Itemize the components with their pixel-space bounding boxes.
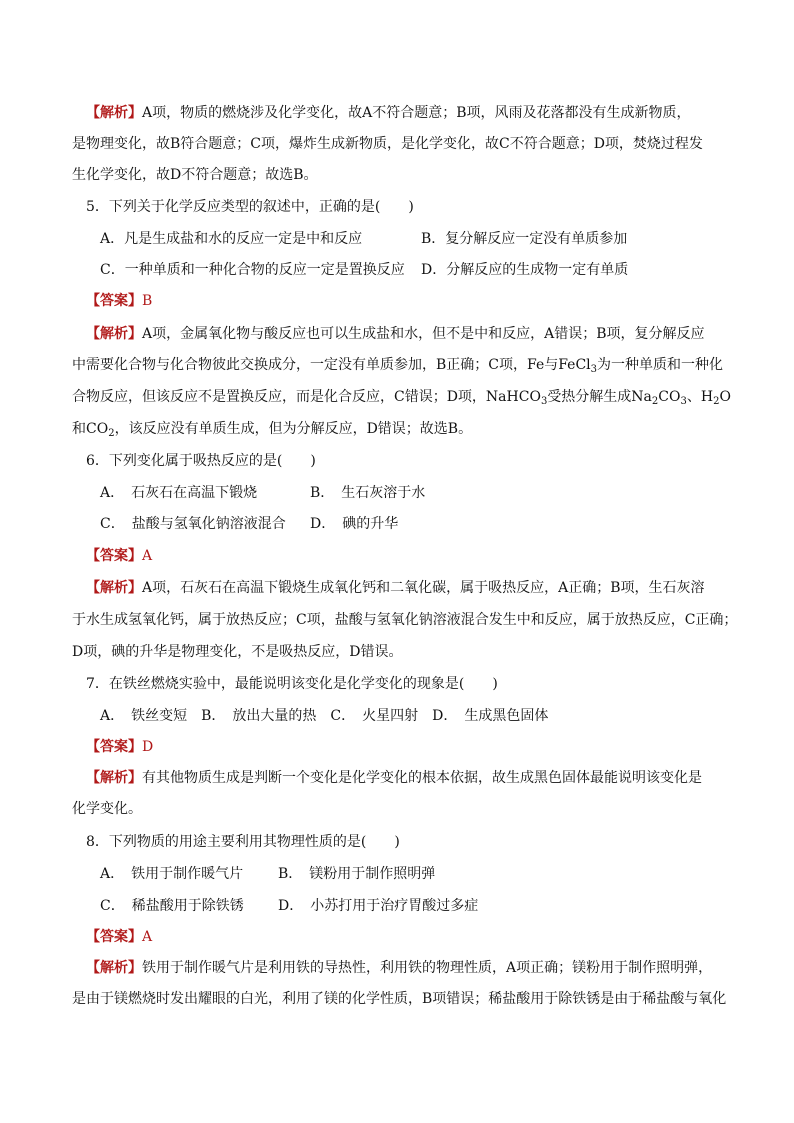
answer-line: 【答案】B	[86, 293, 153, 309]
option-a: A． 铁用于制作暖气片	[100, 866, 244, 882]
explanation-line: 是由于镁燃烧时发出耀眼的白光，利用了镁的化学性质，B项错误；稀盐酸用于除铁锈是由于稀盐酸与氧化	[72, 991, 727, 1007]
option-d: D． 小苏打用于治疗胃酸过多症	[278, 898, 479, 914]
answer-line: 【答案】A	[86, 548, 153, 564]
option-d: D． 碘的升华	[310, 516, 399, 532]
option-a: A．凡是生成盐和水的反应一定是中和反应	[100, 231, 363, 247]
answer-line: 【答案】D	[86, 739, 154, 755]
options-row: A． 铁丝变短 B． 放出大量的热 C． 火星四射 D． 生成黑色固体	[100, 708, 549, 724]
option-a: A． 石灰石在高温下锻烧	[100, 485, 258, 501]
explanation-line: 于水生成氢氧化钙，属于放热反应；C项，盐酸与氢氧化钠溶液混合发生中和反应，属于放热反应，C正确；	[72, 612, 738, 628]
option-c: C． 稀盐酸用于除铁锈	[100, 898, 244, 914]
explanation-line: 化学变化。	[72, 801, 142, 817]
explanation-line: 合物反应，但该反应不是置换反应，而是化合反应，C错误；D项，NaHCO$_3$受热分解生成$Na_2CO_3$、$H_2O$	[72, 389, 731, 407]
explanation-line: 【解析】A项，物质的燃烧涉及化学变化，故A不符合题意；B项，风雨及花落都没有生成新物质，	[86, 105, 691, 121]
explanation-line: 生化学变化，故D不符合题意；故选B。	[72, 167, 318, 183]
question-stem: 7．在铁丝燃烧实验中，最能说明该变化是化学变化的现象是( )	[86, 676, 498, 692]
question-stem: 5．下列关于化学反应类型的叙述中，正确的是( )	[86, 199, 414, 215]
option-b: B． 镁粉用于制作照明弹	[278, 866, 436, 882]
explanation-line: D项，碘的升华是物理变化，不是吸热反应，D错误。	[72, 644, 403, 660]
explanation-line: 是物理变化，故B符合题意；C项，爆炸生成新物质，是化学变化，故C不符合题意；D项，焚烧过程发	[72, 136, 703, 152]
question-stem: 8．下列物质的用途主要利用其物理性质的是( )	[86, 834, 400, 850]
option-c: C．一种单质和一种化合物的反应一定是置换反应	[100, 262, 405, 278]
question-stem: 6．下列变化属于吸热反应的是( )	[86, 453, 316, 469]
answer-line: 【答案】A	[86, 929, 153, 945]
explanation-line: 【解析】A项，石灰石在高温下锻烧生成氧化钙和二氧化碳，属于吸热反应，A正确；B项，生石灰溶	[86, 580, 705, 596]
explanation-line: 和$CO_2$，该反应没有单质生成，但为分解反应，D错误；故选B。	[72, 421, 473, 439]
option-b: B． 生石灰溶于水	[310, 485, 426, 501]
option-c: C． 盐酸与氢氧化钠溶液混合	[100, 516, 286, 532]
explanation-line: 中需要化合物与化合物彼此交换成分，一定没有单质参加，B正确；C项，Fe与FeCl$_3$为一种单质和一种化	[72, 357, 724, 375]
explanation-line: 【解析】铁用于制作暖气片是利用铁的导热性，利用铁的物理性质，A项正确；镁粉用于制作照明弹，	[86, 960, 713, 976]
explanation-line: 【解析】A项，金属氧化物与酸反应也可以生成盐和水，但不是中和反应，A错误；B项，复分解反应	[86, 326, 705, 342]
option-d: D．分解反应的生成物一定有单质	[421, 262, 629, 278]
option-b: B．复分解反应一定没有单质参加	[421, 231, 628, 247]
explanation-line: 【解析】有其他物质生成是判断一个变化是化学变化的根本依据，故生成黑色固体最能说明该变化是	[86, 770, 702, 786]
